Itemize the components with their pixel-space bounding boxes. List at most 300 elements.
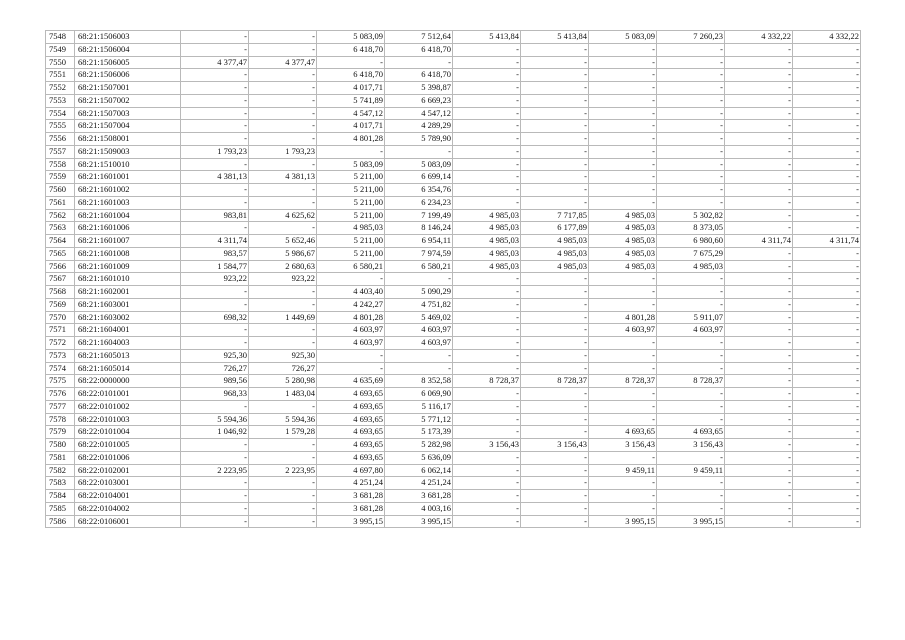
value-cell: - — [657, 388, 725, 401]
value-cell: - — [793, 477, 861, 490]
value-cell: 6 177,89 — [521, 222, 589, 235]
value-cell: 4 985,03 — [453, 222, 521, 235]
value-cell: - — [657, 362, 725, 375]
row-number-cell: 7560 — [46, 184, 75, 197]
value-cell: - — [181, 184, 249, 197]
value-cell: - — [725, 298, 793, 311]
value-cell: 6 354,76 — [385, 184, 453, 197]
value-cell: 7 717,85 — [521, 209, 589, 222]
value-cell: - — [793, 145, 861, 158]
value-cell: - — [453, 196, 521, 209]
value-cell: 4 251,24 — [385, 477, 453, 490]
value-cell: - — [657, 107, 725, 120]
value-cell: 8 352,58 — [385, 375, 453, 388]
value-cell: 2 680,63 — [249, 260, 317, 273]
value-cell: 3 995,15 — [317, 515, 385, 528]
value-cell: - — [521, 94, 589, 107]
value-cell: 2 223,95 — [249, 464, 317, 477]
value-cell: - — [793, 502, 861, 515]
value-cell: 726,27 — [181, 362, 249, 375]
value-cell: - — [725, 400, 793, 413]
value-cell: - — [385, 349, 453, 362]
value-cell: - — [521, 413, 589, 426]
row-number-cell: 7586 — [46, 515, 75, 528]
value-cell: - — [725, 451, 793, 464]
table-row — [46, 413, 861, 426]
row-number-cell: 7557 — [46, 145, 75, 158]
value-cell: - — [521, 56, 589, 69]
value-cell: 4 985,03 — [589, 209, 657, 222]
cadastral-number-cell: 68:21:1601004 — [75, 209, 181, 222]
value-cell: - — [521, 82, 589, 95]
value-cell: - — [725, 171, 793, 184]
value-cell: - — [725, 311, 793, 324]
value-cell: 4 311,74 — [793, 235, 861, 248]
cadastral-number-cell: 68:22:0000000 — [75, 375, 181, 388]
value-cell: - — [453, 515, 521, 528]
value-cell: 4 242,27 — [317, 298, 385, 311]
value-cell: - — [725, 273, 793, 286]
value-cell: - — [657, 43, 725, 56]
value-cell: 6 418,70 — [385, 43, 453, 56]
value-cell: 4 603,97 — [317, 324, 385, 337]
cadastral-number-cell: 68:21:1603002 — [75, 311, 181, 324]
value-cell: - — [589, 43, 657, 56]
value-cell: - — [249, 515, 317, 528]
table-row — [46, 107, 861, 120]
value-cell: 7 260,23 — [657, 31, 725, 44]
value-cell: - — [385, 56, 453, 69]
value-cell: 1 584,77 — [181, 260, 249, 273]
value-cell: - — [521, 464, 589, 477]
row-number-cell: 7562 — [46, 209, 75, 222]
value-cell: - — [521, 400, 589, 413]
row-number-cell: 7556 — [46, 133, 75, 146]
row-number-cell: 7564 — [46, 235, 75, 248]
value-cell: - — [793, 515, 861, 528]
value-cell: - — [453, 133, 521, 146]
value-cell: - — [181, 477, 249, 490]
table-row — [46, 69, 861, 82]
value-cell: - — [521, 133, 589, 146]
value-cell: - — [725, 222, 793, 235]
value-cell: - — [181, 120, 249, 133]
row-number-cell: 7551 — [46, 69, 75, 82]
value-cell: - — [181, 158, 249, 171]
table-row — [46, 196, 861, 209]
value-cell: 4 017,71 — [317, 120, 385, 133]
value-cell: - — [657, 400, 725, 413]
value-cell: 5 173,39 — [385, 426, 453, 439]
value-cell: - — [181, 196, 249, 209]
value-cell: - — [793, 388, 861, 401]
value-cell: 925,30 — [249, 349, 317, 362]
value-cell: 5 211,00 — [317, 235, 385, 248]
table-row — [46, 286, 861, 299]
value-cell: - — [725, 158, 793, 171]
value-cell: - — [793, 298, 861, 311]
row-number-cell: 7570 — [46, 311, 75, 324]
cadastral-number-cell: 68:21:1510010 — [75, 158, 181, 171]
value-cell: 4 332,22 — [725, 31, 793, 44]
value-cell: - — [249, 133, 317, 146]
value-cell: 4 985,03 — [521, 260, 589, 273]
value-cell: - — [249, 69, 317, 82]
value-cell: - — [657, 490, 725, 503]
value-cell: 3 681,28 — [385, 490, 453, 503]
table-row — [46, 477, 861, 490]
value-cell: 6 980,60 — [657, 235, 725, 248]
value-cell: - — [181, 222, 249, 235]
value-cell: - — [453, 324, 521, 337]
table-row — [46, 145, 861, 158]
row-number-cell: 7582 — [46, 464, 75, 477]
value-cell: - — [793, 362, 861, 375]
value-cell: 7 199,49 — [385, 209, 453, 222]
cadastral-number-cell: 68:22:0101004 — [75, 426, 181, 439]
value-cell: - — [453, 171, 521, 184]
value-cell: - — [793, 69, 861, 82]
value-cell: - — [521, 349, 589, 362]
value-cell: - — [249, 222, 317, 235]
value-cell: - — [521, 490, 589, 503]
value-cell: - — [385, 273, 453, 286]
value-cell: 5 083,09 — [317, 158, 385, 171]
value-cell: - — [181, 451, 249, 464]
cadastral-number-cell: 68:22:0106001 — [75, 515, 181, 528]
value-cell: 6 580,21 — [385, 260, 453, 273]
table-row — [46, 235, 861, 248]
row-number-cell: 7577 — [46, 400, 75, 413]
value-cell: 4 985,03 — [453, 209, 521, 222]
value-cell: 4 377,47 — [249, 56, 317, 69]
table-row — [46, 31, 861, 44]
value-cell: - — [589, 196, 657, 209]
value-cell: - — [589, 502, 657, 515]
value-cell: - — [725, 94, 793, 107]
value-cell: 4 311,74 — [181, 235, 249, 248]
value-cell: 8 728,37 — [589, 375, 657, 388]
value-cell: 6 669,23 — [385, 94, 453, 107]
row-number-cell: 7550 — [46, 56, 75, 69]
row-number-cell: 7573 — [46, 349, 75, 362]
value-cell: 9 459,11 — [657, 464, 725, 477]
value-cell: - — [521, 324, 589, 337]
row-number-cell: 7567 — [46, 273, 75, 286]
value-cell: - — [521, 311, 589, 324]
value-cell: 4 693,65 — [657, 426, 725, 439]
value-cell: - — [453, 273, 521, 286]
row-number-cell: 7576 — [46, 388, 75, 401]
row-number-cell: 7561 — [46, 196, 75, 209]
cadastral-number-cell: 68:21:1605013 — [75, 349, 181, 362]
value-cell: - — [793, 451, 861, 464]
cadastral-number-cell: 68:21:1601002 — [75, 184, 181, 197]
cadastral-number-cell: 68:21:1601010 — [75, 273, 181, 286]
value-cell: - — [453, 145, 521, 158]
table-row — [46, 133, 861, 146]
value-cell: 4 381,13 — [181, 171, 249, 184]
table-row — [46, 56, 861, 69]
value-cell: - — [249, 184, 317, 197]
value-cell: - — [793, 375, 861, 388]
value-cell: - — [725, 120, 793, 133]
value-cell: - — [249, 196, 317, 209]
value-cell: 5 413,84 — [521, 31, 589, 44]
value-cell: - — [793, 337, 861, 350]
row-number-cell: 7552 — [46, 82, 75, 95]
value-cell: - — [657, 158, 725, 171]
value-cell: 923,22 — [181, 273, 249, 286]
value-cell: - — [453, 158, 521, 171]
row-number-cell: 7566 — [46, 260, 75, 273]
row-number-cell: 7575 — [46, 375, 75, 388]
value-cell: - — [249, 400, 317, 413]
table-row — [46, 337, 861, 350]
value-cell: - — [793, 171, 861, 184]
value-cell: 4 693,65 — [589, 426, 657, 439]
value-cell: - — [453, 286, 521, 299]
value-cell: 5 594,36 — [249, 413, 317, 426]
value-cell: - — [521, 388, 589, 401]
value-cell: - — [589, 145, 657, 158]
table-row — [46, 82, 861, 95]
row-number-cell: 7565 — [46, 247, 75, 260]
value-cell: - — [793, 324, 861, 337]
value-cell: 5 911,07 — [657, 311, 725, 324]
row-number-cell: 7553 — [46, 94, 75, 107]
value-cell: 8 728,37 — [521, 375, 589, 388]
value-cell: 1 579,28 — [249, 426, 317, 439]
cadastral-number-cell: 68:21:1506004 — [75, 43, 181, 56]
value-cell: - — [725, 145, 793, 158]
value-cell: 1 046,92 — [181, 426, 249, 439]
row-number-cell: 7563 — [46, 222, 75, 235]
value-cell: 3 156,43 — [453, 439, 521, 452]
value-cell: - — [521, 477, 589, 490]
cadastral-number-cell: 68:21:1601006 — [75, 222, 181, 235]
value-cell: - — [453, 311, 521, 324]
value-cell: 5 280,98 — [249, 375, 317, 388]
value-cell: - — [181, 400, 249, 413]
table-row — [46, 490, 861, 503]
value-cell: - — [181, 82, 249, 95]
value-cell: - — [793, 222, 861, 235]
value-cell: - — [793, 184, 861, 197]
value-cell: 3 995,15 — [589, 515, 657, 528]
value-cell: - — [521, 502, 589, 515]
value-cell: - — [725, 349, 793, 362]
value-cell: - — [725, 337, 793, 350]
value-cell: - — [725, 209, 793, 222]
value-cell: 8 728,37 — [657, 375, 725, 388]
value-cell: 1 793,23 — [249, 145, 317, 158]
value-cell: 9 459,11 — [589, 464, 657, 477]
value-cell: - — [725, 324, 793, 337]
value-cell: - — [589, 362, 657, 375]
value-cell: - — [181, 286, 249, 299]
table-row — [46, 94, 861, 107]
value-cell: 3 156,43 — [589, 439, 657, 452]
cadastral-number-cell: 68:21:1601003 — [75, 196, 181, 209]
cadastral-number-cell: 68:21:1507002 — [75, 94, 181, 107]
table-row — [46, 349, 861, 362]
table-row — [46, 464, 861, 477]
value-cell: - — [181, 43, 249, 56]
value-cell: - — [793, 133, 861, 146]
cadastral-number-cell: 68:21:1506006 — [75, 69, 181, 82]
value-cell: - — [657, 69, 725, 82]
value-cell: 6 954,11 — [385, 235, 453, 248]
value-cell: 6 234,23 — [385, 196, 453, 209]
value-cell: - — [521, 298, 589, 311]
value-cell: 5 594,36 — [181, 413, 249, 426]
value-cell: 726,27 — [249, 362, 317, 375]
value-cell: 4 603,97 — [589, 324, 657, 337]
table-row — [46, 260, 861, 273]
table-row — [46, 426, 861, 439]
value-cell: 7 974,59 — [385, 247, 453, 260]
value-cell: - — [453, 56, 521, 69]
row-number-cell: 7584 — [46, 490, 75, 503]
value-cell: 5 302,82 — [657, 209, 725, 222]
value-cell: - — [657, 171, 725, 184]
table-row — [46, 247, 861, 260]
table-row — [46, 171, 861, 184]
value-cell: 4 603,97 — [385, 324, 453, 337]
table-row — [46, 388, 861, 401]
value-cell: - — [793, 400, 861, 413]
value-cell: - — [725, 69, 793, 82]
value-cell: - — [657, 451, 725, 464]
value-cell: - — [725, 477, 793, 490]
cadastral-number-cell: 68:21:1506003 — [75, 31, 181, 44]
value-cell: - — [181, 94, 249, 107]
value-cell: - — [725, 375, 793, 388]
value-cell: - — [521, 273, 589, 286]
value-cell: 983,57 — [181, 247, 249, 260]
cadastral-number-cell: 68:21:1507004 — [75, 120, 181, 133]
value-cell: - — [453, 107, 521, 120]
value-cell: 7 675,29 — [657, 247, 725, 260]
row-number-cell: 7554 — [46, 107, 75, 120]
value-cell: - — [793, 464, 861, 477]
value-cell: 4 603,97 — [385, 337, 453, 350]
value-cell: - — [453, 298, 521, 311]
row-number-cell: 7548 — [46, 31, 75, 44]
row-number-cell: 7581 — [46, 451, 75, 464]
value-cell: - — [793, 286, 861, 299]
value-cell: 4 603,97 — [657, 324, 725, 337]
value-cell: - — [657, 120, 725, 133]
table-body — [46, 31, 861, 528]
value-cell: 5 398,87 — [385, 82, 453, 95]
value-cell: 4 697,80 — [317, 464, 385, 477]
value-cell: - — [181, 69, 249, 82]
value-cell: - — [725, 184, 793, 197]
value-cell: - — [385, 362, 453, 375]
row-number-cell: 7549 — [46, 43, 75, 56]
value-cell: - — [725, 82, 793, 95]
value-cell: - — [453, 477, 521, 490]
value-cell: - — [657, 94, 725, 107]
value-cell: - — [317, 362, 385, 375]
value-cell: - — [589, 56, 657, 69]
value-cell: 6 069,90 — [385, 388, 453, 401]
value-cell: - — [589, 120, 657, 133]
value-cell: 4 017,71 — [317, 82, 385, 95]
cadastral-number-cell: 68:22:0101001 — [75, 388, 181, 401]
value-cell: 4 985,03 — [521, 235, 589, 248]
value-cell: - — [317, 273, 385, 286]
value-cell: - — [589, 490, 657, 503]
value-cell: 4 985,03 — [589, 247, 657, 260]
value-cell: - — [521, 107, 589, 120]
value-cell: - — [657, 502, 725, 515]
value-cell: 3 156,43 — [657, 439, 725, 452]
value-cell: 1 483,04 — [249, 388, 317, 401]
cadastral-number-cell: 68:21:1601001 — [75, 171, 181, 184]
value-cell: - — [725, 388, 793, 401]
value-cell: - — [657, 82, 725, 95]
value-cell: - — [521, 286, 589, 299]
value-cell: - — [249, 337, 317, 350]
cadastral-number-cell: 68:21:1506005 — [75, 56, 181, 69]
table-row — [46, 158, 861, 171]
value-cell: 5 211,00 — [317, 247, 385, 260]
value-cell: - — [793, 209, 861, 222]
value-cell: - — [453, 94, 521, 107]
row-number-cell: 7555 — [46, 120, 75, 133]
value-cell: - — [657, 298, 725, 311]
value-cell: - — [589, 273, 657, 286]
value-cell: 5 636,09 — [385, 451, 453, 464]
value-cell: 4 693,65 — [317, 388, 385, 401]
table-row — [46, 120, 861, 133]
value-cell: 8 373,05 — [657, 222, 725, 235]
value-cell: 6 699,14 — [385, 171, 453, 184]
value-cell: 5 083,09 — [317, 31, 385, 44]
value-cell: - — [249, 94, 317, 107]
value-cell: - — [521, 337, 589, 350]
value-cell: 5 282,98 — [385, 439, 453, 452]
value-cell: - — [793, 273, 861, 286]
value-cell: - — [725, 133, 793, 146]
value-cell: 5 116,17 — [385, 400, 453, 413]
value-cell: - — [181, 502, 249, 515]
value-cell: 5 090,29 — [385, 286, 453, 299]
value-cell: - — [793, 349, 861, 362]
value-cell: 4 625,62 — [249, 209, 317, 222]
value-cell: - — [249, 324, 317, 337]
value-cell: - — [453, 82, 521, 95]
value-cell: 3 681,28 — [317, 502, 385, 515]
row-number-cell: 7569 — [46, 298, 75, 311]
row-number-cell: 7572 — [46, 337, 75, 350]
row-number-cell: 7571 — [46, 324, 75, 337]
value-cell: - — [249, 120, 317, 133]
value-cell: - — [589, 184, 657, 197]
value-cell: - — [249, 298, 317, 311]
row-number-cell: 7574 — [46, 362, 75, 375]
value-cell: - — [589, 82, 657, 95]
value-cell: 8 146,24 — [385, 222, 453, 235]
value-cell: - — [249, 31, 317, 44]
row-number-cell: 7578 — [46, 413, 75, 426]
value-cell: - — [181, 337, 249, 350]
cadastral-number-cell: 68:21:1601008 — [75, 247, 181, 260]
cadastral-number-cell: 68:21:1604003 — [75, 337, 181, 350]
